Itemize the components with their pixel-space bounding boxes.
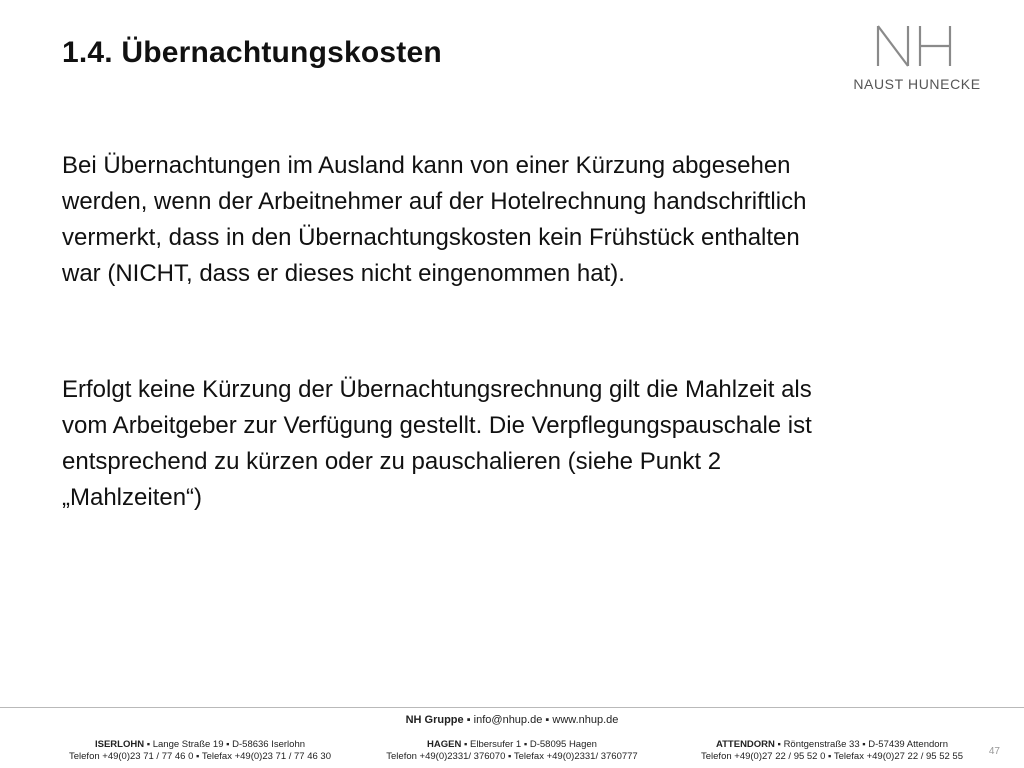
footer-separator: ▪: [545, 714, 550, 726]
paragraph-line: „Mahlzeiten“): [62, 484, 203, 511]
footer-group-name: NH Gruppe: [405, 714, 464, 726]
paragraph-line: werden, wenn der Arbeitnehmer auf der Hotelrechnung handschriftlich: [62, 188, 807, 215]
footer-email-link[interactable]: info@nhup.de: [473, 714, 543, 726]
paragraph-line: Erfolgt keine Kürzung der Übernachtungsrechnung gilt die Mahlzeit als: [62, 376, 812, 403]
footer-office-iserlohn: [40, 739, 360, 763]
company-logo: [832, 24, 1002, 96]
footer-group-info: [0, 714, 1024, 726]
nh-logo-mark: [874, 24, 954, 68]
footer-divider: [0, 707, 1024, 708]
paragraph-line: war (NICHT, dass er dieses nicht eingenommen hat).: [62, 260, 625, 287]
paragraph-line: vermerkt, dass in den Übernachtungskosten kein Frühstück enthalten: [62, 224, 800, 251]
slide-title: 1.4. Übernachtungskosten: [62, 36, 442, 69]
footer-separator: ▪: [777, 739, 781, 750]
office-address: Elbersufer 1 ▪ D-58095 Hagen: [470, 739, 597, 750]
office-city: HAGEN: [427, 739, 462, 750]
paragraph-line: vom Arbeitgeber zur Verfügung gestellt. Die Verpflegungspauschale ist: [62, 412, 812, 439]
office-city: ISERLOHN: [94, 739, 145, 750]
office-city: ATTENDORN: [715, 739, 775, 750]
office-contact: Telefon +49(0)23 71 / 77 46 0 ▪ Telefax +49(0)23 71 / 77 46 30: [69, 751, 331, 762]
footer-separator: ▪: [463, 739, 468, 750]
footer-separator: ▪: [146, 739, 151, 750]
paragraph-line: Bei Übernachtungen im Ausland kann von einer Kürzung abgesehen: [62, 152, 791, 179]
footer-office-hagen: [352, 739, 672, 763]
office-address: Röntgenstraße 33 ▪ D-57439 Attendorn: [783, 739, 949, 750]
footer-separator: ▪: [466, 714, 471, 726]
office-address: Lange Straße 19 ▪ D-58636 Iserlohn: [152, 739, 306, 750]
paragraph-no-reduction: [62, 372, 812, 516]
footer-website-link[interactable]: www.nhup.de: [552, 714, 619, 726]
paragraph-foreign-overnight: [62, 148, 806, 292]
logo-company-name: NAUST HUNECKE: [853, 76, 981, 92]
office-contact: Telefon +49(0)2331/ 376070 ▪ Telefax +49(0)2331/ 3760777: [386, 751, 638, 762]
footer-office-attendorn: [672, 739, 992, 763]
paragraph-line: entsprechend zu kürzen oder zu pauschalieren (siehe Punkt 2: [62, 448, 722, 475]
office-contact: Telefon +49(0)27 22 / 95 52 0 ▪ Telefax +49(0)27 22 / 95 52 55: [701, 751, 963, 762]
page-number: 47: [988, 746, 1000, 757]
